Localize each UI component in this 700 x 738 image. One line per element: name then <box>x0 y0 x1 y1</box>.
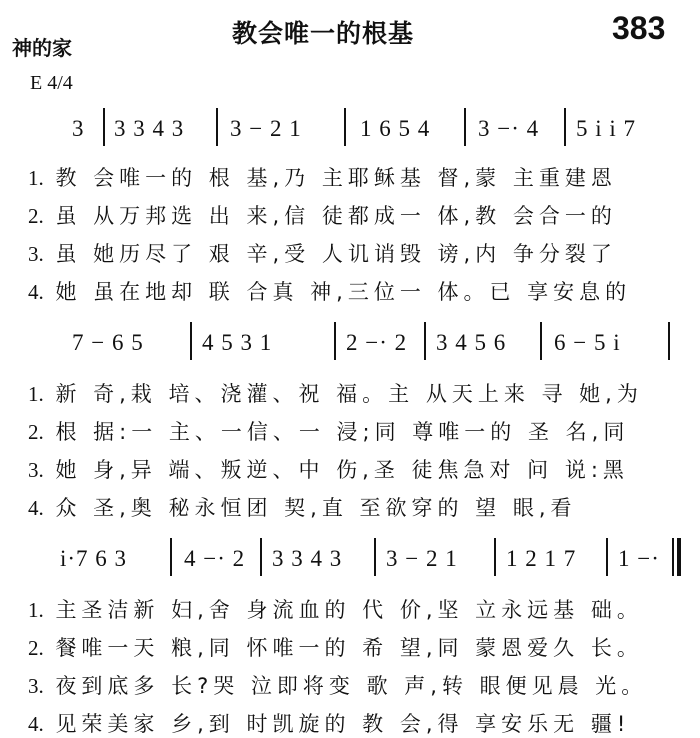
verse-line: 1. 主圣洁新 妇,舍 身流血的 代 价,坚 立永远基 础。 <box>28 598 643 622</box>
barline <box>374 538 376 576</box>
barline <box>216 108 218 146</box>
category-label: 神的家 <box>12 36 72 60</box>
measure: 1 −· <box>618 546 660 571</box>
barline <box>494 538 496 576</box>
measure: 3 3 4 3 <box>114 116 185 141</box>
barline <box>540 322 542 360</box>
measure: 3 4 5 6 <box>436 330 507 355</box>
barline <box>564 108 566 146</box>
verse-line: 3. 虽 她历尽了 艰 辛,受 人讥诮毁 谤,内 争分裂了 <box>28 242 617 266</box>
measure: 7 − 6 5 <box>72 330 144 355</box>
barline <box>668 322 670 360</box>
measure: 1 6 5 4 <box>360 116 431 141</box>
measure: 6 − 5 i <box>554 330 621 355</box>
barline <box>606 538 608 576</box>
measure: 3 3 4 3 <box>272 546 343 571</box>
measure: 5 i i 7 <box>576 116 637 141</box>
barline <box>424 322 426 360</box>
measure: 3 −· 4 <box>478 116 540 141</box>
measure: i·7 6 3 <box>60 546 128 571</box>
verse-line: 3. 她 身,异 端、叛逆、中 伤,圣 徒焦急对 问 说:黑 <box>28 458 629 482</box>
final-barline-thick <box>677 538 681 576</box>
verse-line: 2. 虽 从万邦选 出 来,信 徒都成一 体,教 会合一的 <box>28 204 617 228</box>
verse-line: 1. 新 奇,栽 培、浇灌、祝 福。主 从天上来 寻 她,为 <box>28 382 643 406</box>
verse-line: 4. 她 虽在地却 联 合真 神,三位一 体。已 享安息的 <box>28 280 632 304</box>
final-barline-thin <box>672 538 674 576</box>
barline <box>344 108 346 146</box>
hymn-title: 教会唯一的根基 <box>232 19 415 48</box>
measure: 2 −· 2 <box>346 330 408 355</box>
verse-line: 4. 见荣美家 乡,到 时凯旋的 教 会,得 享安乐无 疆! <box>28 712 631 736</box>
barline <box>464 108 466 146</box>
measure: 3 − 2 1 <box>230 116 302 141</box>
measure: 3 − 2 1 <box>386 546 458 571</box>
pickup-measure: 3 <box>72 116 85 141</box>
barline <box>334 322 336 360</box>
hymn-number: 383 <box>612 10 666 46</box>
verse-line: 1. 教 会唯一的 根 基,乃 主耶稣基 督,蒙 主重建恩 <box>28 166 617 190</box>
verse-line: 3. 夜到底多 长?哭 泣即将变 歌 声,转 眼便见晨 光。 <box>28 674 648 698</box>
measure: 4 5 3 1 <box>202 330 273 355</box>
measure: 4 −· 2 <box>184 546 246 571</box>
barline <box>260 538 262 576</box>
measure: 1 2 1 7 <box>506 546 577 571</box>
barline <box>190 322 192 360</box>
barline <box>170 538 172 576</box>
barline <box>103 108 105 146</box>
verse-line: 4. 众 圣,奥 秘永恒团 契,直 至欲穿的 望 眼,看 <box>28 496 577 520</box>
key-signature: E 4/4 <box>30 72 73 94</box>
verse-line: 2. 餐唯一天 粮,同 怀唯一的 希 望,同 蒙恩爱久 长。 <box>28 636 643 660</box>
verse-line: 2. 根 据:一 主、一信、一 浸;同 尊唯一的 圣 名,同 <box>28 420 630 444</box>
